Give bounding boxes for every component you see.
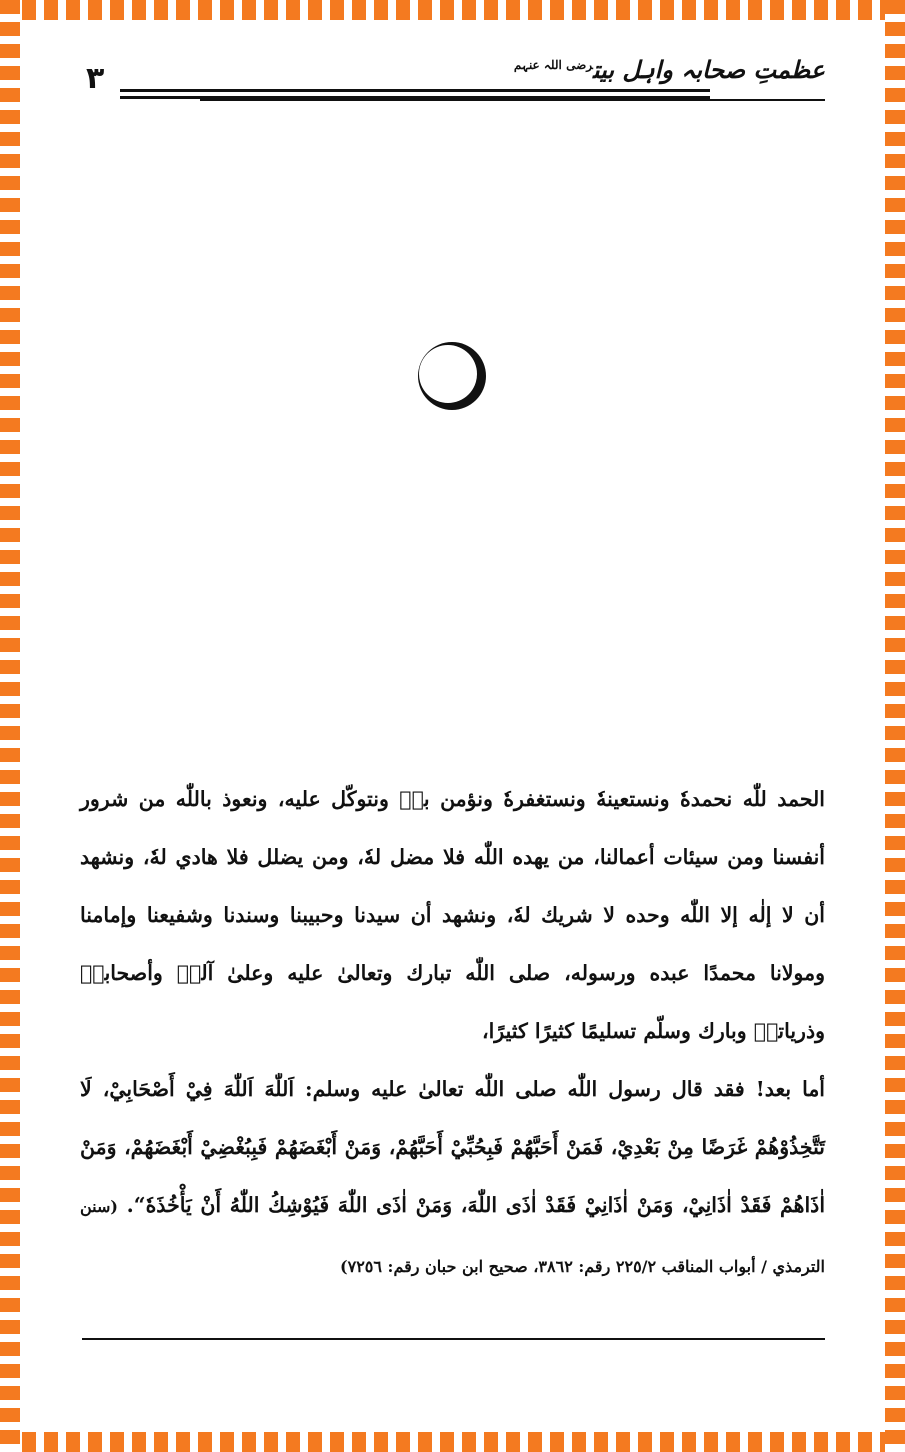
opening-sermon-paragraph: الحمد للّٰه نحمدهٗ ونستعينهٗ ونستغفرهٗ ونؤمن بهٖ ونتوكّل عليه، ونعوذ باللّٰه من شرور أنفسنا ومن سيئات أعمالنا، من يهده اللّٰه فلا مضل لهٗ، ومن يضلل فلا هادي لهٗ، ونشهد أن لا إلٰه إلا اللّٰه وحده لا شريك لهٗ، ونشهد أن سيدنا وحبيبنا وسندنا وشفيعنا وإمامنا ومولانا محمدًا عبده ورسوله، صلى اللّٰه تبارك وتعالىٰ عليه وعلىٰ آلهٖ وأصحابهٖ وذرياتهٖ وبارك وسلّم تسليمًا كثيرًا كثيرًا، xyxy=(80,787,825,1043)
honorific-text: رضی اللہ عنہم xyxy=(513,58,593,72)
hadith-citation: (سنن الترمذي / أبواب المناقب ٢٢٥/٢ رقم: ٣٨٦٢، صحيح ابن حبان رقم: ٧٢٥٦) xyxy=(80,1197,825,1276)
main-text xyxy=(80,770,825,1296)
page-border-left xyxy=(0,0,20,1452)
page-number: ٣ xyxy=(86,61,105,96)
page-border-top xyxy=(0,0,905,20)
hadith-paragraph xyxy=(80,1060,825,1296)
book-title xyxy=(514,55,825,84)
header-double-rule xyxy=(120,89,710,99)
hadith-text: اَللّٰهَ اَللّٰهَ فِيْ أَصْحَابِيْ، لَا تَتَّخِذُوْهُمْ غَرَضًا مِنْ بَعْدِيْ، فَمَنْ أَحَبَّهُمْ فَبِحُبِّيْ أَحَبَّهُمْ، وَمَنْ أَبْغَضَهُمْ فَبِبُغْضِيْ أَبْغَضَهُمْ، وَمَنْ اٰذَاهُمْ فَقَدْ اٰذَانِيْ، وَمَنْ اٰذَانِيْ فَقَدْ اٰذَى اللّٰهَ، وَمَنْ اٰذَى اللّٰهَ فَيُوْشِكُ اللّٰهُ أَنْ يَأْخُذَهٗ“. xyxy=(80,1077,826,1217)
page-border-bottom xyxy=(0,1432,905,1452)
header-underline xyxy=(200,99,825,101)
hadith-intro: أما بعد! فقد قال رسول اللّٰه صلى اللّٰه تعالىٰ عليه وسلم: xyxy=(294,1077,825,1101)
crescent-ornament-icon xyxy=(410,336,495,416)
footer-rule xyxy=(82,1338,825,1340)
book-title-text: عظمتِ صحابہ واہل بیت xyxy=(592,55,825,84)
page-header xyxy=(80,55,825,105)
page-border-right xyxy=(885,0,905,1452)
